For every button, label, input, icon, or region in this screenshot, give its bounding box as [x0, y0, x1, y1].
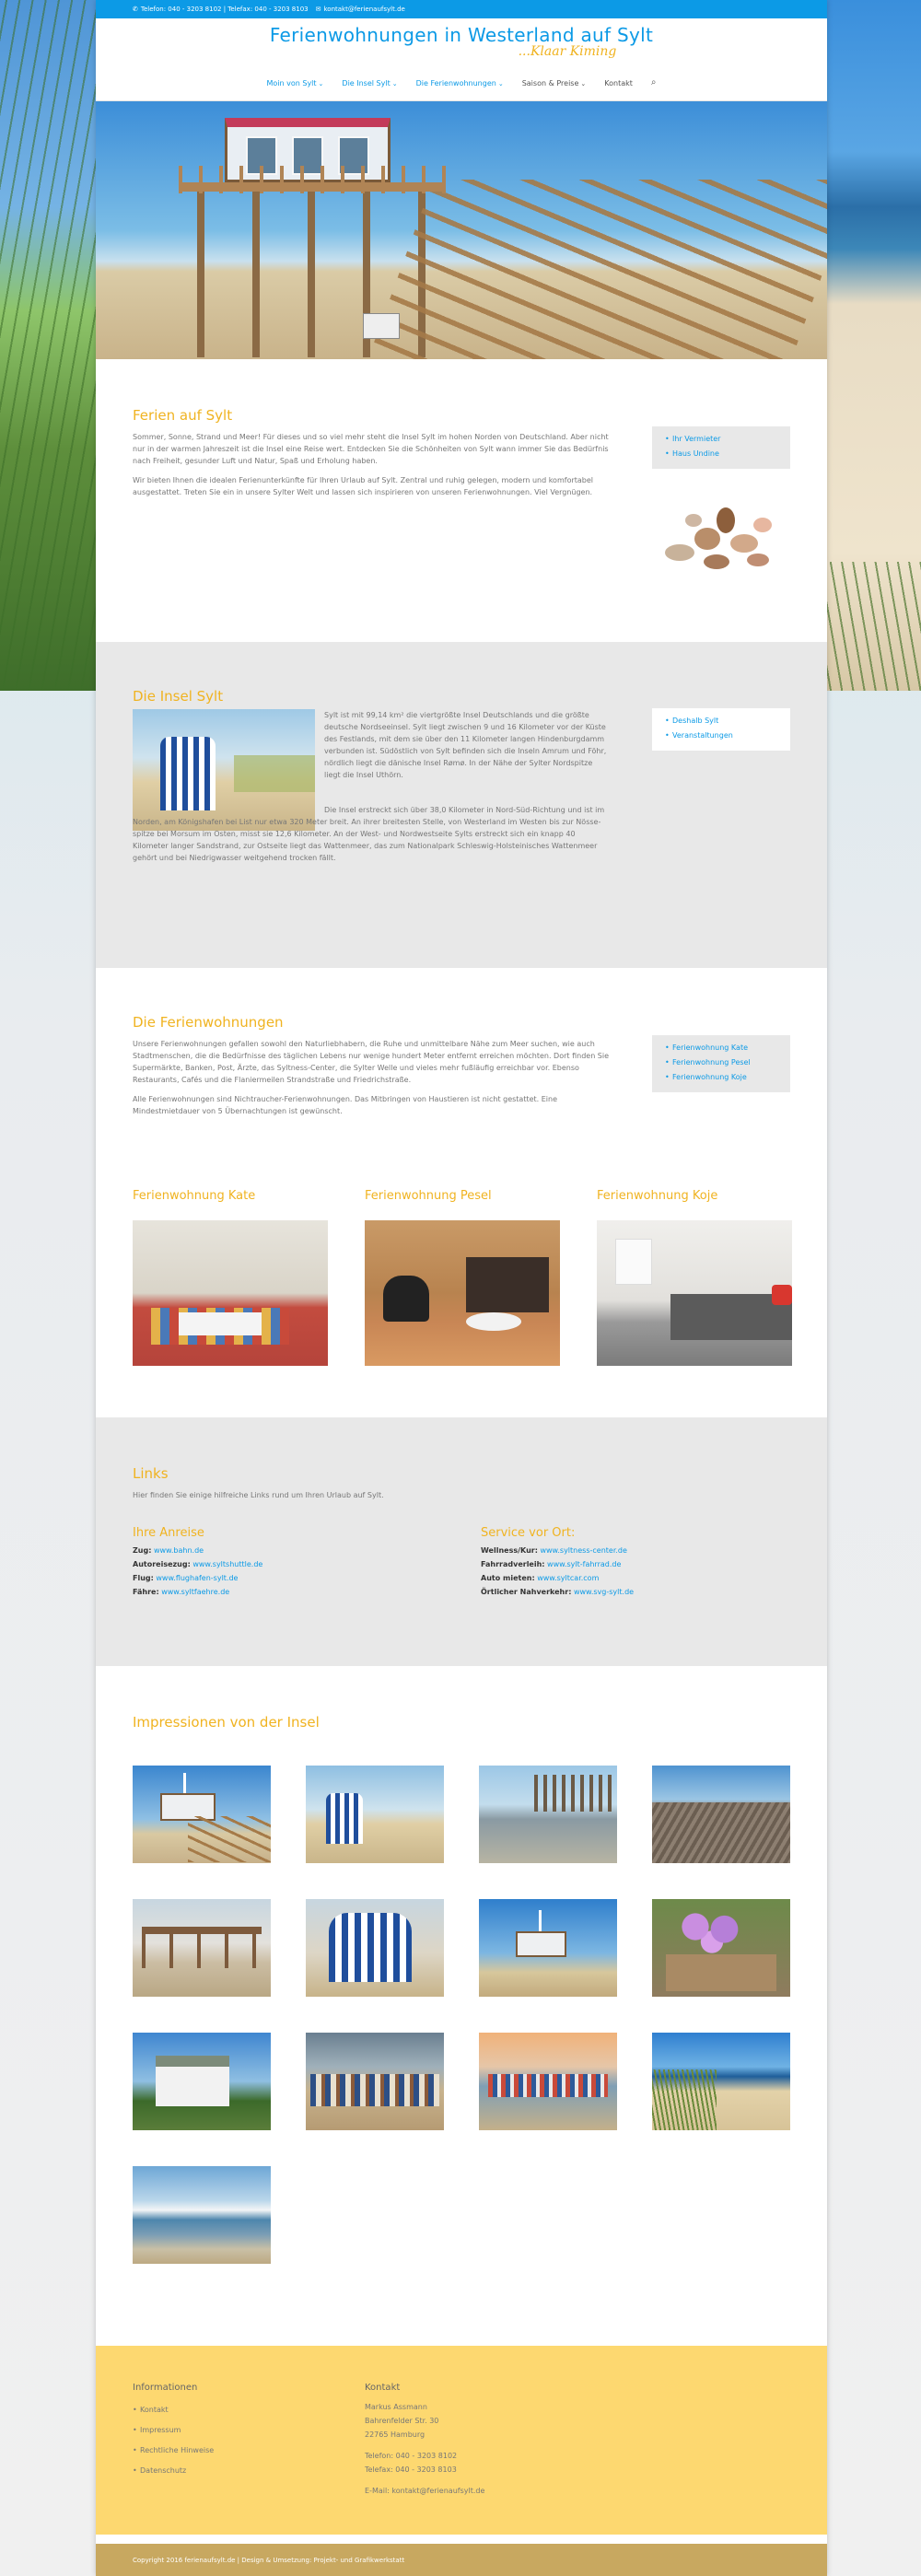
sofa [466, 1257, 549, 1312]
pesel-image[interactable] [365, 1220, 560, 1366]
table [466, 1312, 521, 1331]
footer-kontakt-title: Kontakt [365, 2383, 401, 2393]
gallery-image[interactable] [652, 2033, 790, 2130]
widget-link[interactable]: • Haus Undine [665, 447, 777, 461]
paragraph: Sylt ist mit 99,14 km² die viertgrößte Insel Deutschlands und die größte deutsche Nordseeinsel. Sylt liegt zwischen 9 und 16 Kilometer vor der Küste des Festlands, mit dem sie über den 11 Kilometer langen Hindenburgdamm verbunden ist. Südöstlich von Sylt befinden sich die Inseln Amrum und Föhr, nördlich liegt die dänische Insel Rømø. In der Nähe der Sylter Nordspitze liegt die Insel Uthörn. [324, 711, 607, 779]
card-title-kate[interactable]: Ferienwohnung Kate [133, 1189, 256, 1203]
mail-icon: ✉ [315, 6, 321, 13]
paragraph: Wir bieten Ihnen die idealen Ferienunterkünfte für Ihren Urlaub auf Sylt. Zentral und ruhig gelegen, modern und komfortabel ausgestattet. Treten Sie ein in unsere Sylter Welt und lassen sich inspirieren von unseren Ferienwohnungen. Viel Vergnügen. [133, 476, 594, 496]
gallery-image[interactable] [133, 1899, 271, 1997]
section-title: Impressionen von der Insel [133, 1714, 320, 1731]
site-subtitle: ...Klaar Kiming [518, 44, 617, 59]
address-city: 22765 Hamburg [365, 2430, 426, 2439]
background-right [825, 0, 921, 691]
anreise-list [133, 1544, 372, 1599]
link-key: Zug: [133, 1546, 152, 1555]
paragraph: Hier finden Sie einige hilfreiche Links rund um Ihren Urlaub auf Sylt. [133, 1491, 384, 1499]
widget-link[interactable]: • Ferienwohnung Koje [665, 1070, 777, 1085]
nav-moin[interactable] [266, 79, 323, 87]
link-row [133, 1585, 372, 1599]
widget-link[interactable]: • Deshalb Sylt [665, 714, 777, 729]
footer-fax: Telefax: 040 - 3203 8103 [365, 2465, 457, 2474]
link[interactable]: www.syltcar.com [537, 1574, 600, 1582]
gallery-image[interactable] [479, 1899, 617, 1997]
link[interactable]: www.syltness-center.de [540, 1546, 627, 1555]
shells-graphic [652, 488, 790, 580]
nav-label: Die Ferienwohnungen [415, 79, 496, 87]
section-title: Links [133, 1465, 169, 1482]
section-insel [96, 642, 827, 968]
top-bar [96, 0, 827, 18]
link[interactable]: www.syltshuttle.de [192, 1560, 263, 1568]
background-left [0, 0, 96, 691]
gallery-image[interactable] [652, 1899, 790, 1997]
nav-ferienwohnungen[interactable] [416, 79, 504, 87]
card-title-koje[interactable]: Ferienwohnung Koje [597, 1189, 718, 1203]
hero-image [96, 101, 827, 359]
paragraph: Sommer, Sonne, Strand und Meer! Für dieses und so viel mehr steht die Insel Sylt im hohen Norden von Deutschland. Aber nicht nur in der warmen Jahreszeit ist die Insel eine Reise wert. Entdecken Sie die Schönheiten von Sylt wann immer Sie das Bedürfnis nach Freiheit, gesunder Luft und Natur, Spaß und Erholung haben. [133, 433, 609, 465]
footer-link[interactable]: • Rechtliche Hinweise [133, 2446, 214, 2454]
link-row [481, 1571, 757, 1585]
footer-links [133, 2400, 335, 2481]
nav-insel[interactable] [342, 79, 397, 87]
nav-saison[interactable] [522, 79, 587, 87]
nav-label: Moin von Sylt [266, 79, 317, 87]
hero-stairs [367, 180, 827, 359]
sidebar-widget [652, 426, 790, 469]
email-info[interactable] [316, 6, 405, 13]
table [179, 1312, 262, 1335]
chevron-down-icon: ⌄ [391, 80, 398, 87]
link[interactable]: www.bahn.de [153, 1546, 204, 1555]
kate-image[interactable] [133, 1220, 328, 1366]
gallery-image[interactable] [133, 1766, 271, 1863]
link-row [133, 1571, 372, 1585]
section-title: Die Insel Sylt [133, 688, 224, 705]
link[interactable]: www.syltfaehre.de [161, 1588, 230, 1596]
section-ferienwohnungen [96, 968, 827, 1417]
gallery-image[interactable] [306, 1899, 444, 1997]
link-key: Wellness/Kur: [481, 1546, 538, 1555]
search-icon[interactable]: ⌕ [650, 77, 657, 87]
hero-deck [179, 182, 446, 192]
phone-icon: ✆ [133, 6, 138, 13]
card-title-pesel[interactable]: Ferienwohnung Pesel [365, 1189, 492, 1203]
chair [383, 1276, 429, 1322]
gallery-image[interactable] [133, 2166, 271, 2264]
link-row [481, 1585, 757, 1599]
footer [96, 2346, 827, 2535]
footer-link[interactable]: • Impressum [133, 2426, 181, 2434]
service-list [481, 1544, 757, 1599]
nav-label: Saison & Preise [521, 79, 579, 87]
widget-link[interactable]: • Ihr Vermieter [665, 432, 777, 447]
footer-address [365, 2400, 604, 2498]
section-ferien [96, 359, 827, 642]
section-title: Ferien auf Sylt [133, 407, 233, 424]
gallery-image[interactable] [306, 1766, 444, 1863]
widget-link[interactable]: • Veranstaltungen [665, 729, 777, 743]
beach-chair [160, 737, 216, 810]
link-row [133, 1557, 372, 1571]
paragraph: Die Insel erstreckt sich über 38,0 Kilometer in Nord-Süd-Richtung und ist im Norden, am Königshafen bei List nur etwa 320 Meter breit. An ihrer breitesten Stelle, von Westerland im Westen bis zur Nössespitze bei Morsum im Osten, misst sie 12,6 Kilometer. An der West- und Nordwestseite Sylts erstreckt sich ein knapp 40 Kilometer langer Sandstrand, zur Ostseite liegt das Wattenmeer, das zum Nationalpark Schleswig-Holsteinisches Wattenmeer gehört und bei Niedrigwasser weitgehend trocken fällt. [133, 806, 605, 862]
address-name: Markus Assmann [365, 2403, 427, 2411]
footer-link[interactable]: • Datenschutz [133, 2466, 186, 2475]
link-key: Autoreisezug: [133, 1560, 191, 1568]
nav-label: Die Insel Sylt [342, 79, 391, 87]
footer-phone: Telefon: 040 - 3203 8102 [365, 2452, 458, 2460]
gallery-image[interactable] [306, 2033, 444, 2130]
gallery-image[interactable] [479, 1766, 617, 1863]
nav-label: Kontakt [604, 79, 633, 87]
phone-text: Telefon: 040 - 3203 8102 | Telefax: 040 - 3203 8103 [140, 6, 309, 13]
chevron-down-icon: ⌄ [497, 80, 504, 87]
link-row [481, 1544, 757, 1557]
link-key: Örtlicher Nahverkehr: [481, 1588, 572, 1596]
shells-image [652, 488, 790, 580]
gallery-image[interactable] [652, 1766, 790, 1863]
hero-sign [363, 313, 400, 339]
link-key: Flug: [133, 1574, 154, 1582]
gallery-image[interactable] [133, 2033, 271, 2130]
link-row [481, 1557, 757, 1571]
section-title: Die Ferienwohnungen [133, 1014, 284, 1031]
koje-image[interactable] [597, 1220, 792, 1366]
service-title: Service vor Ort: [481, 1526, 576, 1540]
gallery-image[interactable] [479, 2033, 617, 2130]
link[interactable]: www.flughafen-sylt.de [156, 1574, 239, 1582]
nav-kontakt[interactable] [604, 79, 633, 87]
dune-grass [234, 755, 315, 792]
link[interactable]: www.svg-sylt.de [573, 1588, 635, 1596]
widget-link[interactable]: • Ferienwohnung Kate [665, 1041, 777, 1055]
sidebar-widget [652, 708, 790, 751]
link[interactable]: www.sylt-fahrrad.de [547, 1560, 622, 1568]
phone-info [133, 6, 309, 13]
link-key: Fähre: [133, 1588, 159, 1596]
address-street: Bahrenfelder Str. 30 [365, 2417, 439, 2425]
cushion [772, 1285, 792, 1305]
widget-link[interactable]: • Ferienwohnung Pesel [665, 1055, 777, 1070]
paragraph: Unsere Ferienwohnungen gefallen sowohl den Naturliebhabern, die Ruhe und unmittelbare Nähe zum Meer suchen, wie auch Stadtmenschen, die die Bedürfnisse des täglichen Lebens nur wenige hundert Meter entfernt erreichen möchten. Dort finden Sie Supermärkte, Banken, Post, Ärzte, das Syltness-Center, die Sylter Welle und vieles mehr fußläufig erreichbar vor. Ebenso Restaurants, Cafés und die Flaniermeilen Strandstraße und Friedrichstraße. [133, 1040, 610, 1084]
chevron-down-icon: ⌄ [580, 80, 587, 87]
link-row [133, 1544, 372, 1557]
section-links [96, 1417, 827, 1666]
cabinet [615, 1239, 652, 1285]
background-grass [825, 562, 921, 691]
footer-link[interactable]: • Kontakt [133, 2406, 169, 2414]
page [96, 0, 827, 2576]
sidebar-widget [652, 1035, 790, 1092]
chevron-down-icon: ⌄ [318, 80, 324, 87]
footer-email[interactable]: E-Mail: kontakt@ferienaufsylt.de [365, 2487, 485, 2495]
main-nav [96, 79, 827, 87]
email-text[interactable]: kontakt@ferienaufsylt.de [323, 6, 405, 13]
header [96, 18, 827, 101]
paragraph: Alle Ferienwohnungen sind Nichtraucher-Ferienwohnungen. Das Mitbringen von Haustieren ist nicht gestattet. Eine Mindestmietdauer von 5 Übernachtungen ist gewünscht. [133, 1095, 558, 1115]
site-title[interactable]: Ferienwohnungen in Westerland auf Sylt [269, 24, 654, 46]
link-key: Fahrradverleih: [481, 1560, 545, 1568]
link-key: Auto mieten: [481, 1574, 535, 1582]
footer-info-title: Informationen [133, 2383, 198, 2393]
copyright-bar [96, 2544, 827, 2576]
copyright-text: Copyright 2016 ferienaufsylt.de | Design & Umsetzung: Projekt- und Grafikwerkstatt [133, 2556, 405, 2564]
anreise-title: Ihre Anreise [133, 1526, 204, 1540]
section-impressionen [96, 1666, 827, 2343]
